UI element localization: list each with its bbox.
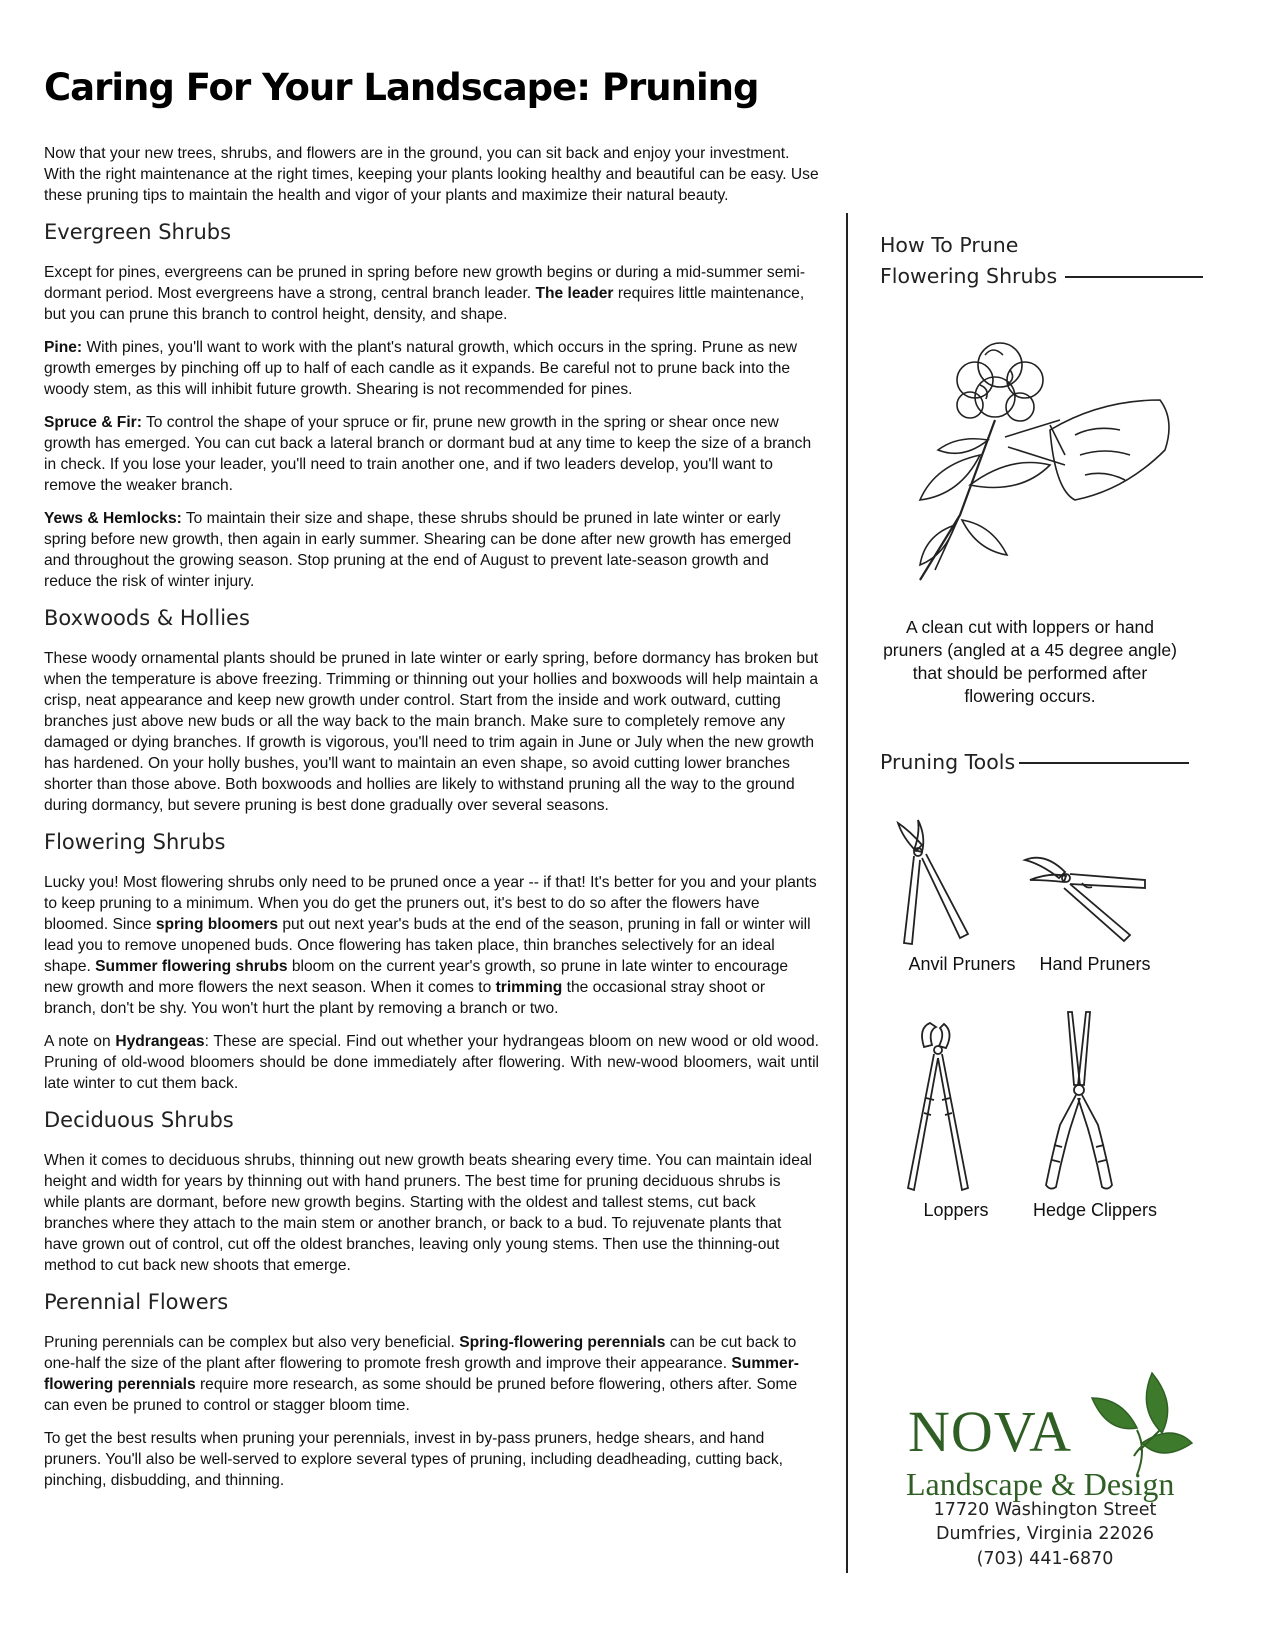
section-heading-perennial: Perennial Flowers: [44, 1290, 229, 1314]
hedge-clippers-icon: [1040, 1010, 1120, 1200]
pruning-caption: A clean cut with loppers or hand pruners (angled at a 45 degree angle) that should be performed after flowering occurs.: [883, 617, 1177, 706]
section-heading-deciduous: Deciduous Shrubs: [44, 1108, 234, 1132]
tool-label-hedge-clippers: Hedge Clippers: [1032, 1200, 1158, 1220]
evergreen-paragraph: Except for pines, evergreens can be pruned in spring before new growth begins or during a mid-summer semi-dormant period. Most evergreens have a strong, central branch leader. The leader requires little maintenance, but you can prune this branch to control height, density, and shape.: [44, 264, 806, 323]
company-street: 17720 Washington Street: [933, 1500, 1157, 1520]
hydrangea-note: A note on Hydrangeas: These are special. Find out whether your hydrangeas bloom on new wood or old wood. Pruning of old-wood bloomers should be done immediately after flowering. With new-wood bloomers, wait until late winter to cut them back.: [44, 1033, 820, 1092]
how-to-prune-heading: How To Prune Flowering Shrubs: [880, 230, 1203, 292]
logo-wordmark: NOVA: [908, 1399, 1073, 1464]
boxwoods-paragraph: These woody ornamental plants should be pruned in late winter or early spring, before dormancy has broken but when the temperature is above freezing. Trimming or thinning out your hollies and boxwoods will help maintain a crisp, neat appearance and keep new growth under control. Start from the inside and work outward, cutting branches just above new buds or all the way back to the main branch. Make sure to completely remove any damaged or dying branches. If growth is vigorous, you'll need to trim again in June or July when the new growth has hardened. On your holly bushes, you'll want to maintain an even shape, so avoid cutting lower branches shorter than those above. Both boxwoods and hollies are likely to withstand pruning all the way to the ground during dormancy, but severe pruning is best done gradually over several seasons.: [44, 650, 819, 814]
hand-pruners-icon: [1020, 850, 1150, 945]
leaf-logo-icon: [1082, 1368, 1192, 1478]
column-divider: [846, 213, 848, 1573]
company-phone: (703) 441-6870: [976, 1549, 1114, 1569]
loppers-icon: [900, 1018, 980, 1198]
deciduous-paragraph: When it comes to deciduous shrubs, thinning out new growth beats shearing every time. You can maintain ideal height and width for years by thinning out with hand pruners. The best time for pruning deciduous shrubs is while plants are dormant, before new growth begins. Starting with the oldest and tallest stems, cut back branches where they attach to the main stem or another branch, or back to a bud. To rejuvenate plants that have grown out of control, cut off the oldest branches, leaving only young stems. Then use the thinning-out method to cut back new shoots that emerge.: [44, 1152, 813, 1274]
company-city: Dumfries, Virginia 22026: [935, 1524, 1155, 1544]
tool-label-loppers: Loppers: [923, 1200, 989, 1220]
intro-paragraph: Now that your new trees, shrubs, and flowers are in the ground, you can sit back and enjoy your investment. With the right maintenance at the right times, keeping your plants looking healthy and beautiful can be easy. Use these pruning tips to maintain the health and vigor of your plants and maximize their natural beauty.: [44, 145, 819, 204]
section-heading-flowering: Flowering Shrubs: [44, 830, 226, 854]
pruning-tools-heading: Pruning Tools: [880, 747, 1189, 778]
anvil-pruners-icon: [890, 818, 980, 948]
section-heading-evergreen: Evergreen Shrubs: [44, 220, 232, 244]
pine-paragraph: Pine: With pines, you'll want to work with the plant's natural growth, which occurs in the spring. Prune as new growth emerges by pinching off up to half of each candle as it expands. Be careful not to prune back into the woody stem, as this will inhibit future growth. Shearing is not recommended for pines.: [44, 339, 798, 398]
main-content: [44, 143, 819, 1503]
tool-label-hand-pruners: Hand Pruners: [1039, 954, 1151, 974]
logo-subtitle: Landscape & Design: [906, 1466, 1175, 1502]
spruce-paragraph: Spruce & Fir: To control the shape of your spruce or fir, prune new growth in the spring or shear once new growth has emerged. You can cut back a lateral branch or dormant bud at any time to keep the size of a branch in check. If you lose your leader, you'll need to train another one, and if two leaders develop, you'll want to remove the weaker branch.: [44, 414, 812, 494]
flower-pruning-illustration: [900, 325, 1180, 595]
yews-paragraph: Yews & Hemlocks: To maintain their size and shape, these shrubs should be pruned in late winter or early spring before new growth, then again in early summer. Shearing can be done after new growth has emerged and throughout the growing season. Stop pruning at the end of August to prevent late-season growth and reduce the risk of winter injury.: [44, 510, 792, 590]
perennial-paragraph: Pruning perennials can be complex but also very beneficial. Spring-flowering perennials can be cut back to one-half the size of the plant after flowering to promote fresh growth and improve their appearance. Summer-flowering perennials require more research, as some should be pruned before flowering, others after. Some can even be pruned to control or stagger bloom time.: [44, 1334, 799, 1414]
flowering-paragraph: Lucky you! Most flowering shrubs only need to be pruned once a year -- if that! It's better for you and your plants to keep pruning to a minimum. When you do get the pruners out, it's best to do so after the flowers have bloomed. Since spring bloomers put out next year's buds at the end of the season, pruning in fall or winter will lead you to remove unopened buds. Once flowering has taken place, thin branches selectively for an ideal shape. Summer flowering shrubs bloom on the current year's growth, so prune in late winter to encourage new growth and more flowers the next season. When it comes to trimming the occasional stray shoot or branch, don't be shy. You won't hurt the plant by removing a branch or two.: [44, 874, 817, 1017]
section-heading-boxwoods: Boxwoods & Hollies: [44, 606, 250, 630]
perennial-tools-paragraph: To get the best results when pruning your perennials, invest in by-pass pruners, hedge shears, and hand pruners. You'll also be well-served to explore several types of pruning, including deadheading, cutting back, pinching, disbudding, and thinning.: [44, 1430, 783, 1489]
page-title: Caring For Your Landscape: Pruning: [44, 66, 759, 109]
tool-label-anvil-pruners: Anvil Pruners: [908, 954, 1016, 974]
